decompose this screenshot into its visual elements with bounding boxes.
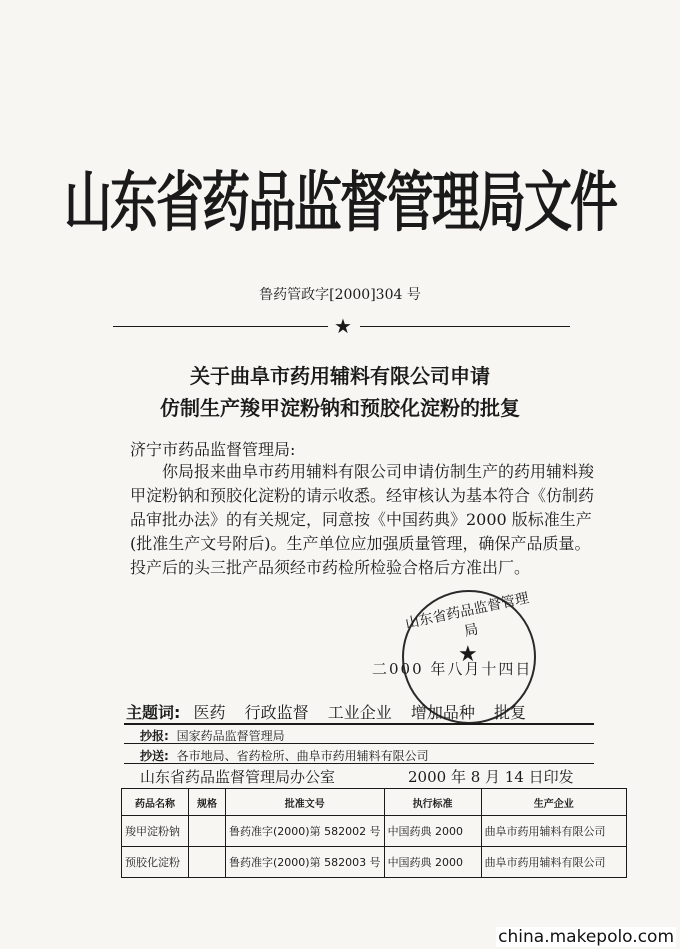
table-cell: 预胶化淀粉 [122, 847, 189, 878]
divider-cc-report [124, 743, 594, 744]
keyword: 医药 [193, 703, 226, 722]
table-cell: 中国药典 2000 [384, 816, 481, 847]
subject-line-2: 仿制生产羧甲淀粉钠和预胶化淀粉的批复 [160, 396, 520, 420]
cc-report-value: 国家药品监督管理局 [176, 729, 285, 743]
document-title: 山东省药品监督管理局文件 [63, 164, 616, 241]
table-row [122, 847, 627, 878]
keywords-label: 主题词: [126, 703, 181, 722]
subject-line-1: 关于曲阜市药用辅料有限公司申请 [190, 364, 490, 388]
table-cell: 鲁药准字(2000)第 582002 号 [226, 816, 385, 847]
seal-star-icon: ★ [458, 642, 478, 667]
table-row [122, 816, 627, 847]
column-header: 批准文号 [226, 789, 385, 816]
column-header: 执行标准 [384, 789, 481, 816]
table-cell [189, 816, 226, 847]
column-header: 规格 [189, 789, 226, 816]
cc-send-label: 抄送: [140, 749, 169, 763]
cc-send-value: 各市地局、省药检所、曲阜市药用辅料有限公司 [176, 749, 429, 763]
addressee: 济宁市药品监督管理局: [130, 440, 296, 459]
keyword: 批复 [493, 703, 526, 722]
table-cell: 羧甲淀粉钠 [122, 816, 189, 847]
cc-report-row [140, 727, 285, 744]
document-number: 鲁药管政字[2000]304 号 [259, 287, 421, 303]
watermark: china.makepolo.com [498, 927, 674, 947]
column-header: 药品名称 [122, 789, 189, 816]
approval-table [121, 788, 627, 878]
letter-date: 二000 年八月十四日 [372, 660, 533, 678]
issuing-office: 山东省药品监督管理局办公室 [140, 768, 336, 786]
cc-report-label: 抄报: [140, 729, 169, 743]
keyword: 工业企业 [327, 703, 392, 722]
divider-right [360, 326, 570, 327]
issue-date: 2000 年 8 月 14 日印发 [408, 768, 574, 786]
divider-keywords [124, 723, 594, 725]
keyword: 增加品种 [410, 703, 475, 722]
table-cell: 曲阜市药用辅料有限公司 [481, 816, 626, 847]
letter-body: 你局报来曲阜市药用辅料有限公司申请仿制生产的药用辅料羧甲淀粉钠和预胶化淀粉的请示收悉。经审核认为基本符合《仿制药品审批办法》的有关规定，同意按《中国药典》2000 版标准生产(批准生产文号附后)。生产单位应加强质量管理，确保产品质量。投产后的头三批产品须经市药检所检验合格后方准出厂。 [130, 462, 595, 577]
star-icon: ★ [334, 314, 352, 338]
column-header: 生产企业 [481, 789, 626, 816]
divider-left [113, 326, 328, 327]
table-cell: 中国药典 2000 [384, 847, 481, 878]
table-cell: 鲁药准字(2000)第 582003 号 [226, 847, 385, 878]
keyword: 行政监督 [244, 703, 309, 722]
seal-text: 山东省药品监督管理局 [403, 590, 531, 641]
keywords-row [126, 700, 540, 723]
divider-cc-send [124, 763, 594, 764]
cc-send-row [140, 747, 429, 764]
table-cell [189, 847, 226, 878]
table-header-row [122, 789, 627, 816]
table-cell: 曲阜市药用辅料有限公司 [481, 847, 626, 878]
